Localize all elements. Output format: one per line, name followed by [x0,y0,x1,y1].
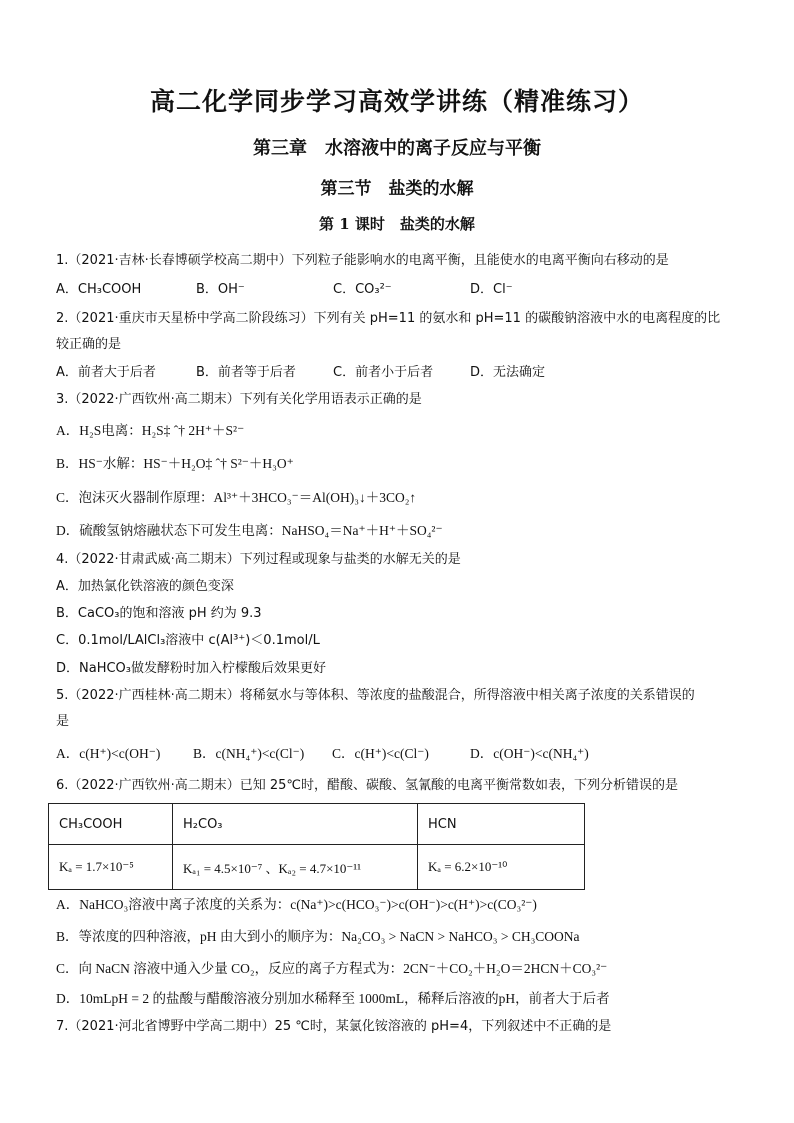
table-header-row [49,804,585,845]
section-title: 第三节 盐类的水解 [320,179,474,199]
question-1-option-a: A．CH₃COOH [56,282,142,297]
question-6-option-a: A．NaHCO₃溶液中离子浓度的关系为：c(Na⁺)>c(HCO₃⁻)>c(OH⁻)>c(H⁺)>c(CO₃²⁻) [56,897,537,912]
chapter-title: 第三章 水溶液中的离子反应与平衡 [253,138,541,159]
table-header-cell: H₂CO₃ [173,804,418,845]
question-3-stem: 3.（2022·广西钦州·高二期末）下列有关化学用语表示正确的是 [56,392,422,407]
question-5-option-a: A．c(H⁺)<c(OH⁻) [56,746,161,761]
question-4-option-b: B．CaCO₃的饱和溶液 pH 约为 9.3 [56,606,262,621]
question-2-option-a: A．前者大于后者 [56,365,156,380]
question-5-option-d: D．c(OH⁻)<c(NH₄⁺) [470,746,589,761]
lesson-title: 第 1 课时 盐类的水解 [319,215,475,233]
question-2-option-c: C．前者小于后者 [333,365,434,380]
question-4-stem: 4.（2022·甘肃武威·高二期末）下列过程或现象与盐类的水解无关的是 [56,552,461,567]
question-5-option-b: B．c(NH₄⁺)<c(Cl⁻) [193,746,305,761]
question-2-stem-line2: 较正确的是 [56,337,122,352]
question-1-stem: 1.（2021·吉林·长春博硕学校高二期中）下列粒子能影响水的电离平衡，且能使水的电离平衡向右移动的是 [56,253,669,268]
question-3-option-a: A．H₂S电离：H₂S‡ ˆ† 2H⁺＋S²⁻ [56,423,245,438]
question-6-stem: 6.（2022·广西钦州·高二期末）已知 25℃时，醋酸、碳酸、氢氰酸的电离平衡常数如表，下列分析错误的是 [56,778,679,793]
question-4-option-c: C．0.1mol/LAlCl₃溶液中 c(Al³⁺)＜0.1mol/L [56,633,320,648]
table-header-cell: HCN [418,804,585,845]
question-2-option-b: B．前者等于后者 [196,365,296,380]
question-2-stem-line1: 2.（2021·重庆市天星桥中学高二阶段练习）下列有关 pH=11 的氨水和 pH=11 的碳酸钠溶液中水的电离程度的比 [56,311,721,326]
table-header-cell: CH₃COOH [49,804,173,845]
question-5-option-c: C．c(H⁺)<c(Cl⁻) [332,746,429,761]
question-5-stem-line2: 是 [56,714,70,729]
table-cell: Kₐ = 6.2×10⁻¹⁰ [418,845,585,890]
question-1-option-d: D．Cl⁻ [470,282,513,297]
question-4-option-d: D．NaHCO₃做发酵粉时加入柠檬酸后效果更好 [56,661,326,676]
table-cell: Kₐ₁ = 4.5×10⁻⁷ 、Kₐ₂ = 4.7×10⁻¹¹ [173,845,418,890]
table-row [49,845,585,890]
table-cell: Kₐ = 1.7×10⁻⁵ [49,845,173,890]
question-7-stem: 7.（2021·河北省博野中学高二期中）25 ℃时，某氯化铵溶液的 pH=4，下列叙述中不正确的是 [56,1019,612,1034]
question-6-option-b: B．等浓度的四种溶液，pH 由大到小的顺序为：Na₂CO₃ > NaCN > NaHCO₃ > CH₃COONa [56,929,580,944]
question-6-option-c: C．向 NaCN 溶液中通入少量 CO₂，反应的离子方程式为：2CN⁻＋CO₂＋H₂O＝2HCN＋CO₃²⁻ [56,961,608,976]
question-1-option-b: B．OH⁻ [196,282,245,297]
question-3-option-c: C．泡沫灭火器制作原理：Al³⁺＋3HCO₃⁻＝Al(OH)₃↓＋3CO₂↑ [56,490,417,505]
question-3-option-d: D．硫酸氢钠熔融状态下可发生电离：NaHSO₄＝Na⁺＋H⁺＋SO₄²⁻ [56,523,443,538]
question-5-stem-line1: 5.（2022·广西桂林·高二期末）将稀氨水与等体积、等浓度的盐酸混合，所得溶液中相关离子浓度的关系错误的 [56,688,695,703]
ionization-constant-table [48,803,585,890]
question-2-option-d: D．无法确定 [470,365,546,380]
question-3-option-b: B．HS⁻水解：HS⁻＋H₂O‡ ˆ† S²⁻＋H₃O⁺ [56,456,294,471]
question-6-option-d: D．10mLpH = 2 的盐酸与醋酸溶液分别加水稀释至 1000mL，稀释后溶液的pH，前者大于后者 [56,991,610,1006]
question-1-option-c: C．CO₃²⁻ [333,282,392,297]
question-4-option-a: A．加热氯化铁溶液的颜色变深 [56,579,234,594]
document-title: 高二化学同步学习高效学讲练（精准练习） [149,87,644,116]
